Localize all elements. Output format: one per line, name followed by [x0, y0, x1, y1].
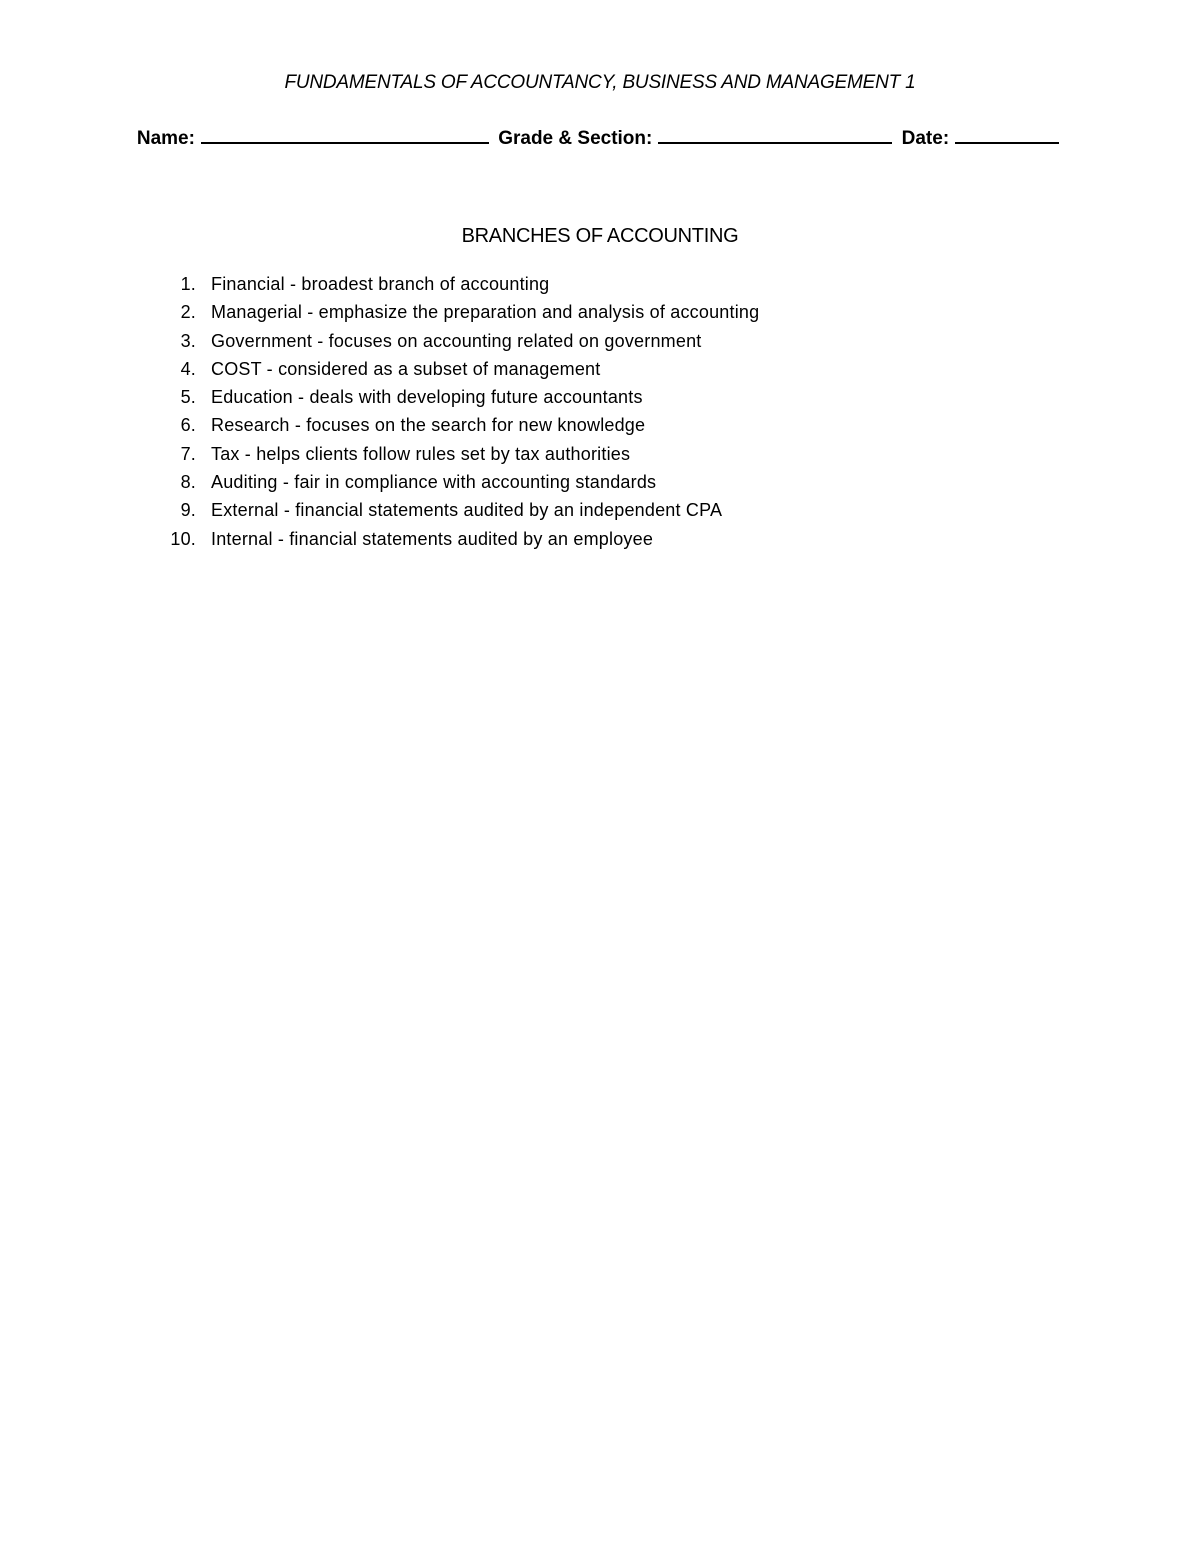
list-item [150, 298, 759, 326]
list-item-text: Auditing - fair in compliance with accounting standards [211, 472, 657, 493]
list-item [150, 327, 759, 355]
list-item-text: External - financial statements audited by an independent CPA [211, 500, 723, 521]
list-item-number: 7. [180, 443, 196, 464]
list-item-text: Internal - financial statements audited by an employee [211, 528, 654, 549]
list-item-number: 10. [170, 528, 196, 549]
list-item-number: 9. [180, 500, 196, 521]
list-item [150, 270, 759, 298]
date-blank-line [955, 124, 1059, 144]
list-item-text: Research - focuses on the search for new knowledge [211, 415, 646, 436]
list-item-number: 6. [180, 415, 196, 436]
list-item [150, 440, 759, 468]
list-item-text: Financial - broadest branch of accounting [211, 274, 550, 294]
grade-section-blank-line [658, 124, 892, 144]
list-item [150, 468, 759, 496]
list-item-number: 8. [180, 472, 196, 493]
list-item-number: 3. [180, 330, 196, 351]
list-item [150, 383, 759, 411]
grade-section-label: Grade & Section: [498, 128, 653, 149]
list-item [150, 411, 759, 439]
name-label: Name: [136, 128, 195, 149]
list-item-text: COST - considered as a subset of management [211, 358, 601, 379]
list-item-number: 4. [180, 358, 196, 379]
list-item [150, 525, 759, 553]
list-item-text: Tax - helps clients follow rules set by tax authorities [211, 443, 631, 464]
list-item-text: Education - deals with developing future accountants [211, 387, 643, 408]
branches-list [150, 270, 759, 553]
list-item-text: Government - focuses on accounting related on government [211, 330, 702, 351]
section-heading: BRANCHES OF ACCOUNTING [461, 225, 739, 247]
list-item [150, 355, 759, 383]
student-info-line [0, 124, 1200, 150]
list-item-number: 5. [180, 387, 196, 408]
name-blank-line [201, 124, 489, 144]
course-title: FUNDAMENTALS OF ACCOUNTANCY, BUSINESS AND MANAGEMENT 1 [284, 72, 916, 93]
list-item [150, 496, 759, 524]
date-label: Date: [901, 128, 950, 149]
list-item-text: Managerial - emphasize the preparation and analysis of accounting [211, 302, 760, 323]
list-item-number: 2. [180, 302, 196, 323]
list-item-number: 1. [180, 274, 196, 294]
